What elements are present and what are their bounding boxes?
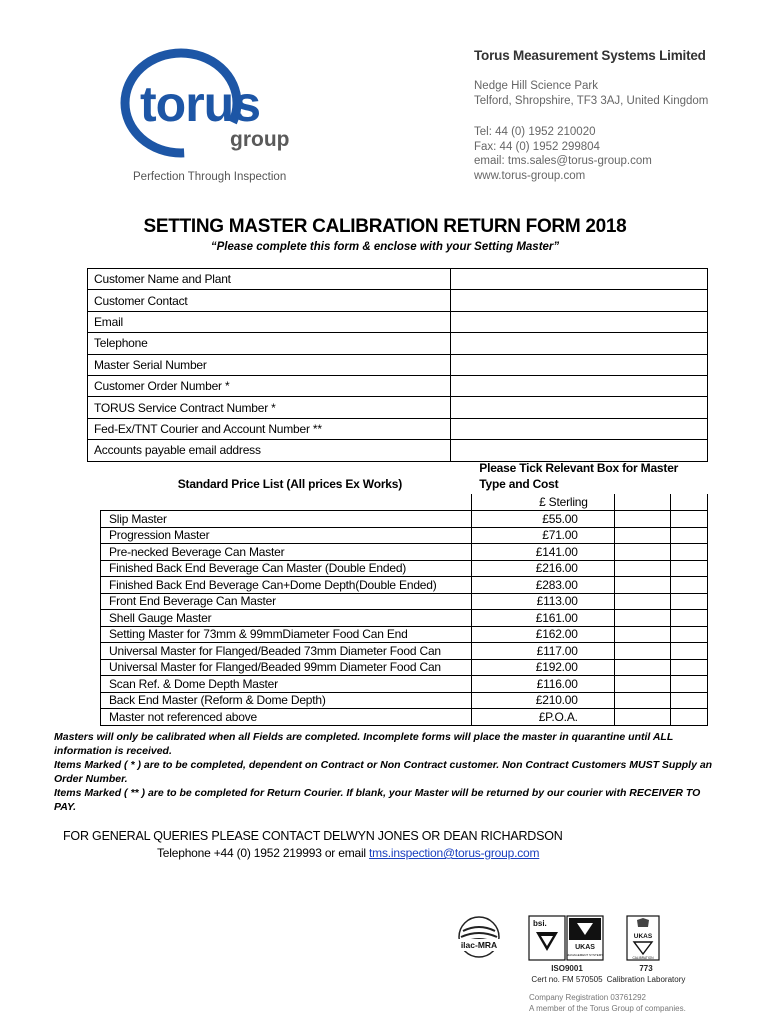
- ukas-lab-text: Calibration Laboratory: [606, 975, 686, 984]
- ilac-mra-logo: [455, 915, 503, 963]
- field-label: Master Serial Number: [88, 354, 451, 375]
- price-list-title: Standard Price List (All prices Ex Works): [177, 477, 403, 491]
- logo-sub: group: [230, 128, 290, 151]
- tick-box[interactable]: [670, 659, 707, 676]
- field-input-order-number[interactable]: [451, 375, 708, 396]
- tick-box[interactable]: [614, 610, 670, 627]
- price-value: £116.00: [471, 676, 614, 693]
- info-row: [88, 375, 708, 396]
- field-label: TORUS Service Contract Number *: [88, 397, 451, 418]
- tick-box[interactable]: [670, 593, 707, 610]
- info-row: [88, 333, 708, 354]
- field-input-telephone[interactable]: [451, 333, 708, 354]
- price-row: [101, 560, 708, 577]
- price-value: £117.00: [471, 643, 614, 660]
- info-row: [88, 354, 708, 375]
- price-value: £113.00: [471, 593, 614, 610]
- ukas-sub-text: MANAGEMENT SYSTEMS: [566, 953, 604, 957]
- tick-box[interactable]: [614, 692, 670, 709]
- general-queries: FOR GENERAL QUERIES PLEASE CONTACT DELWYN JONES OR DEAN RICHARDSON: [63, 829, 563, 843]
- field-label: Accounts payable email address: [88, 440, 451, 461]
- price-item: Progression Master: [101, 527, 472, 544]
- price-value: £210.00: [471, 692, 614, 709]
- company-email: email: tms.sales@torus-group.com: [474, 155, 652, 167]
- email-link[interactable]: tms.inspection@torus-group.com: [369, 846, 540, 860]
- phone-text: Telephone +44 (0) 1952 219993 or email: [157, 846, 370, 860]
- contact-phone-line: [157, 846, 539, 860]
- form-title: SETTING MASTER CALIBRATION RETURN FORM 2018: [143, 216, 627, 237]
- ilac-text: ilac-MRA: [460, 940, 498, 950]
- tick-box[interactable]: [614, 593, 670, 610]
- price-list-table: [100, 460, 708, 726]
- price-item: Back End Master (Reform & Dome Depth): [101, 692, 472, 709]
- field-input-accounts-email[interactable]: [451, 440, 708, 461]
- field-label: Customer Order Number *: [88, 375, 451, 396]
- price-value: £216.00: [471, 560, 614, 577]
- ukas-number: 773: [639, 964, 653, 973]
- tagline: Perfection Through Inspection: [133, 171, 287, 183]
- field-input-courier-account[interactable]: [451, 418, 708, 439]
- tick-box[interactable]: [670, 709, 707, 726]
- reg-line-2: A member of the Torus Group of companies.: [529, 1004, 686, 1013]
- address-line-1: Nedge Hill Science Park: [474, 80, 599, 92]
- tick-box[interactable]: [614, 643, 670, 660]
- field-label: Telephone: [88, 333, 451, 354]
- ukas-calibration-logo: [626, 915, 660, 961]
- price-item: Slip Master: [101, 511, 472, 528]
- field-input-email[interactable]: [451, 311, 708, 332]
- tick-box[interactable]: [614, 659, 670, 676]
- note-2: Items Marked ( * ) are to be completed, dependent on Contract or Non Contract customer. Non Contract Customers MUST Supply an Order Number.: [54, 759, 713, 785]
- price-item: Finished Back End Beverage Can+Dome Depth(Double Ended): [101, 577, 472, 594]
- note-1: Masters will only be calibrated when all Fields are completed. Incomplete forms will place the master in quarantine until ALL information is received.: [54, 731, 674, 757]
- price-row: [101, 643, 708, 660]
- tick-box[interactable]: [670, 626, 707, 643]
- field-input-contract-number[interactable]: [451, 397, 708, 418]
- price-row: [101, 527, 708, 544]
- price-value: £192.00: [471, 659, 614, 676]
- tick-box[interactable]: [670, 610, 707, 627]
- iso-text: ISO9001: [551, 964, 583, 973]
- tick-box[interactable]: [614, 527, 670, 544]
- tick-box[interactable]: [614, 560, 670, 577]
- tick-box[interactable]: [614, 511, 670, 528]
- price-value: £71.00: [471, 527, 614, 544]
- info-row: [88, 290, 708, 311]
- company-tel: Tel: 44 (0) 1952 210020: [474, 126, 596, 138]
- price-value: £55.00: [471, 511, 614, 528]
- customer-info-table: [87, 268, 708, 462]
- price-item: Setting Master for 73mm & 99mmDiameter Food Can End: [101, 626, 472, 643]
- torus-group-logo: [118, 48, 318, 163]
- ukas-cal-sub-text: CALIBRATION: [632, 956, 654, 960]
- reg-line-1: Company Registration 03761292: [529, 993, 646, 1002]
- price-item: Pre-necked Beverage Can Master: [101, 544, 472, 561]
- price-item: Universal Master for Flanged/Beaded 73mm Diameter Food Can: [101, 643, 472, 660]
- logo-word: torus: [140, 76, 260, 132]
- price-row: [101, 511, 708, 528]
- notes: [54, 730, 724, 814]
- field-input-serial-number[interactable]: [451, 354, 708, 375]
- price-item: Scan Ref. & Dome Depth Master: [101, 676, 472, 693]
- field-input-customer-name[interactable]: [451, 269, 708, 290]
- ukas-text: UKAS: [575, 944, 595, 951]
- company-name: Torus Measurement Systems Limited: [474, 48, 706, 63]
- price-row: [101, 593, 708, 610]
- tick-box[interactable]: [670, 560, 707, 577]
- info-row: [88, 269, 708, 290]
- field-label: Fed-Ex/TNT Courier and Account Number **: [88, 418, 451, 439]
- tick-box[interactable]: [614, 676, 670, 693]
- info-row: [88, 397, 708, 418]
- price-row: [101, 626, 708, 643]
- price-item: Shell Gauge Master: [101, 610, 472, 627]
- info-row: [88, 311, 708, 332]
- tick-header: Please Tick Relevant Box for Master Type and Cost: [479, 461, 679, 491]
- price-value: £161.00: [471, 610, 614, 627]
- tick-box[interactable]: [670, 692, 707, 709]
- price-value: £P.O.A.: [471, 709, 614, 726]
- tick-box[interactable]: [670, 544, 707, 561]
- tick-box[interactable]: [670, 511, 707, 528]
- company-web: www.torus-group.com: [474, 169, 586, 182]
- price-value: £283.00: [471, 577, 614, 594]
- price-item: Master not referenced above: [101, 709, 472, 726]
- company-registration: [529, 992, 686, 1014]
- bsi-ukas-logo: [528, 915, 604, 961]
- bsi-text: bsi.: [533, 919, 547, 928]
- field-label: Email: [88, 311, 451, 332]
- field-input-customer-contact[interactable]: [451, 290, 708, 311]
- tick-box[interactable]: [614, 709, 670, 726]
- ukas-label: [606, 963, 686, 985]
- tick-box[interactable]: [614, 544, 670, 561]
- company-fax: Fax: 44 (0) 1952 299804: [474, 140, 600, 153]
- currency-label: £ Sterling: [471, 494, 614, 511]
- tick-box[interactable]: [670, 643, 707, 660]
- price-row: [101, 544, 708, 561]
- price-row: [101, 692, 708, 709]
- tick-box[interactable]: [670, 676, 707, 693]
- cert-text: Cert no. FM 570505: [531, 975, 603, 984]
- info-row: [88, 418, 708, 439]
- price-item: Universal Master for Flanged/Beaded 99mm Diameter Food Can: [101, 659, 472, 676]
- tick-box[interactable]: [614, 626, 670, 643]
- note-3: Items Marked ( ** ) are to be completed for Return Courier. If blank, your Master will be returned by our courier with RECEIVER TO PAY.: [54, 787, 701, 813]
- field-label: Customer Name and Plant: [88, 269, 451, 290]
- price-row: [101, 709, 708, 726]
- tick-box[interactable]: [614, 577, 670, 594]
- price-row: [101, 676, 708, 693]
- field-label: Customer Contact: [88, 290, 451, 311]
- price-value: £162.00: [471, 626, 614, 643]
- price-item: Front End Beverage Can Master: [101, 593, 472, 610]
- tick-box[interactable]: [670, 577, 707, 594]
- company-info: [474, 48, 734, 183]
- info-row: [88, 440, 708, 461]
- price-row: [101, 659, 708, 676]
- tick-box[interactable]: [670, 527, 707, 544]
- address-line-2: Telford, Shropshire, TF3 3AJ, United Kingdom: [474, 94, 709, 107]
- price-value: £141.00: [471, 544, 614, 561]
- form-subtitle: “Please complete this form & enclose with your Setting Master”: [210, 241, 560, 253]
- price-item: Finished Back End Beverage Can Master (Double Ended): [101, 560, 472, 577]
- price-row: [101, 610, 708, 627]
- iso-label: [530, 963, 604, 985]
- ukas-cal-text: UKAS: [633, 933, 653, 940]
- price-row: [101, 577, 708, 594]
